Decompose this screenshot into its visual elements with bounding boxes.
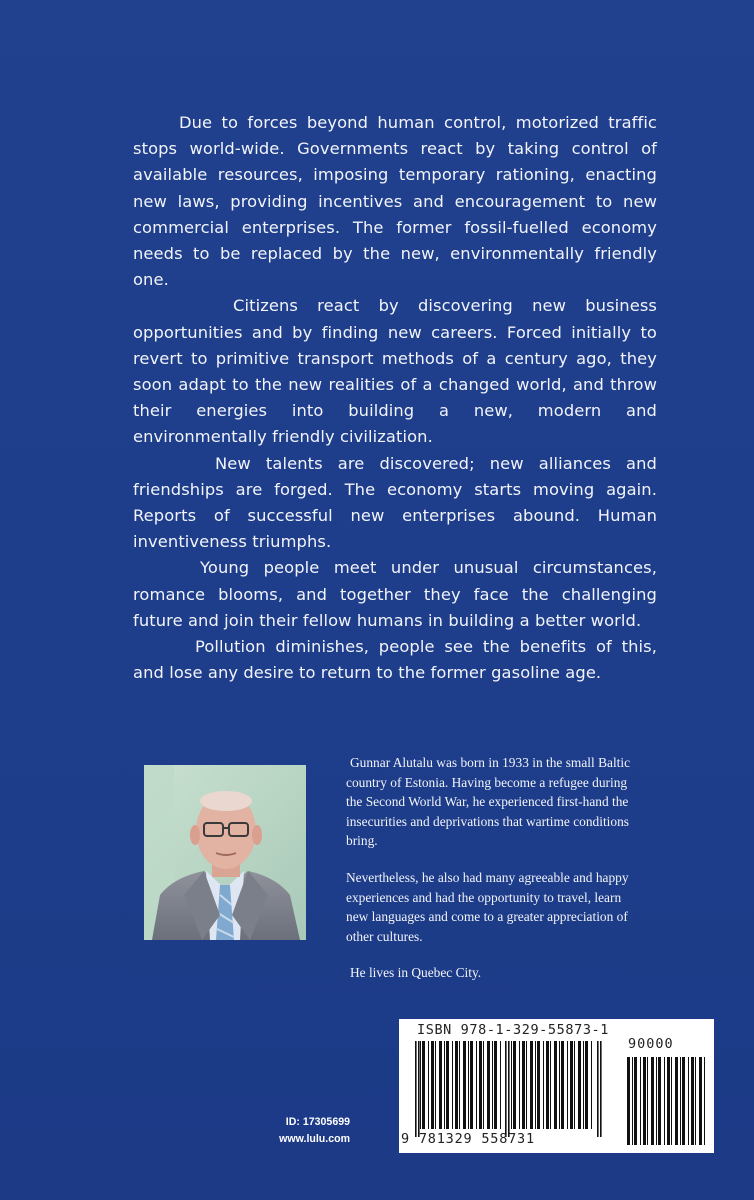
blurb-paragraph: Young people meet under unusual circumstances, romance blooms, and together they face the challenging future and join their fellow humans in building a better world.	[133, 558, 657, 630]
isbn-barcode	[399, 1019, 714, 1153]
blurb-paragraph: Due to forces beyond human control, motorized traffic stops world-wide. Governments react by taking control of available resources, imposing temporary rationing, enacting new laws, providing incentives and encouragement to new commercial enterprises. The former fossil-fuelled economy needs to be replaced by the new, environmentally friendly one.	[133, 113, 657, 290]
author-bio	[346, 753, 646, 1000]
book-blurb	[133, 110, 657, 686]
blurb-paragraph: Citizens react by discovering new business opportunities and by finding new careers. Forced initially to revert to primitive transport methods of a century ago, they soon adapt to the new realities of a changed world, and throw their energies into building a new, modern and environmentally friendly civilization.	[133, 296, 657, 447]
publisher-imprint	[240, 1114, 350, 1148]
bio-paragraph: He lives in Quebec City.	[350, 965, 482, 981]
publisher-site: www.lulu.com	[279, 1133, 350, 1145]
author-portrait-illustration	[144, 765, 306, 940]
price-code: 90000	[628, 1036, 674, 1052]
isbn-label: ISBN 978-1-329-55873-1	[417, 1022, 610, 1038]
bio-paragraph: Nevertheless, he also had many agreeable and happy experiences and had the opportunity to travel, learn new languages and come to a greater appreciation of other cultures.	[346, 869, 629, 944]
book-id: ID: 17305699	[285, 1116, 350, 1128]
barcode-digits: 9 781329 558731	[401, 1131, 535, 1147]
blurb-paragraph: New talents are discovered; new alliances and friendships are forged. The economy starts moving again. Reports of successful new enterprises abound. Human inventiveness triumphs.	[133, 453, 657, 552]
bio-paragraph: Gunnar Alutalu was born in 1933 in the small Baltic country of Estonia. Having become a refugee during the Second World War, he experienced first-hand the insecurities and deprivations that wartime conditions bring.	[346, 755, 631, 849]
author-photo	[144, 765, 306, 940]
blurb-paragraph: Pollution diminishes, people see the benefits of this, and lose any desire to return to the former gasoline age.	[133, 637, 657, 683]
